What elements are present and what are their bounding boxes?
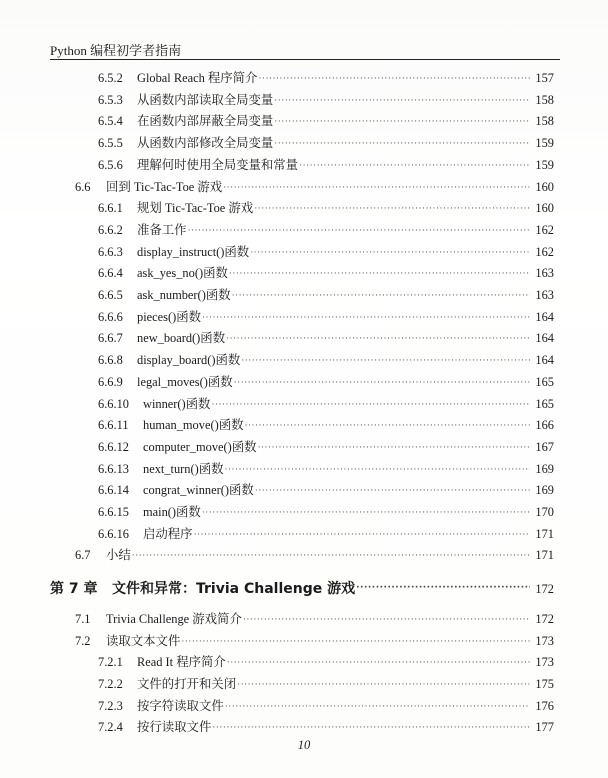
toc-entry-title: 规划 Tic-Tac-Toe 游戏 [137, 201, 254, 216]
dot-leader [227, 654, 530, 670]
toc-entry-number: 6.6.11 [98, 418, 129, 433]
toc-entry-page: 162 [535, 222, 554, 237]
toc-entry-title: 文件和异常：Trivia Challenge 游戏 [112, 581, 356, 598]
toc-entry-title: next_turn()函数 [143, 461, 224, 476]
toc-entry-page: 169 [535, 483, 554, 498]
toc-entry [98, 676, 554, 692]
toc-entry-number: 6.6.16 [98, 526, 129, 541]
toc-entry [98, 92, 554, 108]
toc-entry-title: ask_number()函数 [137, 288, 231, 302]
toc-entry [75, 633, 554, 649]
toc-entry [98, 287, 554, 303]
toc-entry [98, 396, 554, 412]
toc-entry-title: human_move()函数 [143, 418, 244, 433]
dot-leader [223, 179, 530, 195]
toc-entry-page: 158 [535, 92, 554, 107]
toc-entry-number: 7.2.1 [98, 655, 123, 670]
toc-entry-page: 175 [535, 676, 554, 691]
toc-entry-number: 6.6.9 [98, 374, 123, 389]
toc-entry-number: 6.6.10 [98, 396, 129, 411]
dot-leader [211, 396, 530, 412]
toc-entry-page: 163 [535, 266, 554, 281]
toc-entry-title: congrat_winner()函数 [143, 483, 254, 498]
toc-entry-page: 173 [535, 655, 554, 670]
toc-entry [98, 244, 554, 260]
toc-entry-title: 小结 [106, 548, 131, 563]
toc-entry [98, 526, 554, 542]
toc-entry-page: 160 [535, 179, 554, 194]
dot-leader [274, 92, 530, 108]
toc-entry-page: 172 [535, 611, 554, 626]
toc-entry-number: 6.5.3 [98, 92, 123, 107]
toc-entry [98, 113, 554, 129]
dot-leader [258, 439, 530, 455]
dot-leader [274, 135, 530, 151]
toc-entry-title: new_board()函数 [137, 331, 226, 346]
dot-leader [258, 70, 530, 86]
dot-leader [356, 578, 530, 598]
toc-entry-number: 6.6.13 [98, 461, 129, 476]
dot-leader [232, 287, 530, 303]
toc-entry-number: 6.6.8 [98, 353, 123, 368]
dot-leader [225, 698, 530, 714]
toc-entry-number: 7.2.4 [98, 720, 123, 735]
toc-entry [98, 698, 554, 714]
toc-entry-page: 171 [535, 548, 554, 563]
toc-entry [98, 222, 554, 238]
dot-leader [212, 719, 530, 735]
dot-leader [241, 352, 530, 368]
toc-entry-number: 第 7 章 [50, 581, 98, 598]
toc-entry-number: 6.5.5 [98, 136, 123, 151]
toc-entry-page: 165 [535, 396, 554, 411]
dot-leader [226, 330, 530, 346]
toc-entry-number: 6.5.2 [98, 71, 123, 85]
toc-entry [98, 200, 554, 216]
toc-entry-number: 6.5.6 [98, 157, 123, 172]
toc-entry [98, 352, 554, 368]
toc-entry-title: Trivia Challenge 游戏简介 [106, 611, 242, 626]
toc-entry-number: 6.6.5 [98, 288, 123, 302]
toc-entry-page: 157 [535, 71, 554, 85]
dot-leader [244, 417, 530, 433]
toc-entry-page: 167 [535, 439, 554, 454]
toc-entry-page: 164 [535, 353, 554, 368]
toc-entry-page: 163 [535, 288, 554, 302]
toc-entry-title: 从函数内部修改全局变量 [137, 136, 274, 151]
toc-entry-number: 6.6.12 [98, 439, 129, 454]
toc-entry-page: 171 [535, 526, 554, 541]
dot-leader [274, 113, 530, 129]
toc-entry-title: Read It 程序简介 [137, 655, 226, 670]
toc-entry-number: 6.6.4 [98, 266, 123, 281]
dot-leader [255, 482, 530, 498]
toc-entry [75, 547, 554, 563]
dot-leader [234, 374, 530, 390]
toc-entry [98, 719, 554, 735]
toc-entry-number: 7.2.3 [98, 698, 123, 713]
toc-entry-page: 172 [535, 582, 554, 597]
dot-leader [188, 222, 530, 238]
toc-entry-title: 回到 Tic-Tac-Toe 游戏 [106, 179, 223, 194]
toc-entry-title: 按字符读取文件 [137, 698, 224, 713]
toc-entry-title: computer_move()函数 [143, 439, 257, 454]
toc-entry-title: 从函数内部读取全局变量 [137, 92, 274, 107]
toc-entry [98, 157, 554, 173]
toc-entry [75, 179, 554, 195]
toc-entry-page: 165 [535, 374, 554, 389]
dot-leader [299, 157, 530, 173]
toc-entry [98, 417, 554, 433]
toc-entry-page: 160 [535, 201, 554, 216]
toc-entry-page: 159 [535, 136, 554, 151]
running-header: Python 编程初学者指南 [50, 43, 182, 58]
toc-entry [98, 330, 554, 346]
dot-leader [254, 200, 530, 216]
dot-leader [237, 676, 530, 692]
toc-entry-page: 158 [535, 114, 554, 129]
dot-leader [250, 244, 530, 260]
toc-entry-number: 6.6.6 [98, 309, 123, 324]
toc-entry [98, 374, 554, 390]
dot-leader [202, 504, 530, 520]
toc-entry-number: 6.5.4 [98, 114, 123, 129]
dot-leader [229, 265, 530, 281]
toc-entry-title: 按行读取文件 [137, 720, 212, 735]
toc-entry-number: 7.1 [75, 611, 91, 626]
toc-chapter-entry [50, 579, 554, 599]
toc-entry [98, 135, 554, 151]
header-rule [50, 59, 560, 60]
toc-entry-number: 6.6.3 [98, 244, 123, 259]
dot-leader [181, 633, 530, 649]
toc-entry-page: 162 [535, 244, 554, 259]
toc-entry-page: 176 [535, 698, 554, 713]
toc-entry-title: 在函数内部屏蔽全局变量 [137, 114, 274, 129]
dot-leader [225, 461, 530, 477]
toc-entry [98, 482, 554, 498]
toc-entry [98, 70, 554, 86]
toc-entry-page: 177 [535, 720, 554, 735]
toc-entry [75, 611, 554, 627]
toc-entry-page: 164 [535, 309, 554, 324]
toc-entry-title: 理解何时使用全局变量和常量 [137, 157, 299, 172]
toc-entry-title: display_instruct()函数 [137, 244, 250, 259]
toc-entry [98, 504, 554, 520]
toc-entry-title: 读取文本文件 [106, 633, 181, 648]
toc-entry-page: 169 [535, 461, 554, 476]
toc-entry-page: 166 [535, 418, 554, 433]
toc-entry-number: 6.6.14 [98, 483, 129, 498]
toc-entry-page: 173 [535, 633, 554, 648]
toc-entry-number: 6.6.15 [98, 505, 129, 519]
toc-entry [98, 265, 554, 281]
toc-entry-number: 6.6.2 [98, 222, 123, 237]
toc-entry-title: main()函数 [143, 505, 201, 519]
dot-leader [243, 611, 530, 627]
toc-entry-number: 6.6.1 [98, 201, 123, 216]
dot-leader [202, 309, 530, 325]
toc-entry-page: 159 [535, 157, 554, 172]
toc-entry-number: 7.2 [75, 633, 91, 648]
toc-entry-title: ask_yes_no()函数 [137, 266, 228, 281]
toc-entry-page: 170 [535, 505, 554, 519]
toc-entry [98, 309, 554, 325]
toc-entry-title: winner()函数 [143, 396, 211, 411]
dot-leader [194, 526, 530, 542]
toc-entry [98, 654, 554, 670]
toc-entry-title: pieces()函数 [137, 309, 201, 324]
toc-entry-title: 准备工作 [137, 222, 187, 237]
dot-leader [132, 547, 530, 563]
toc-entry-number: 6.6 [75, 179, 91, 194]
toc-entry-number: 6.7 [75, 548, 91, 563]
toc-entry [98, 439, 554, 455]
toc-entry-page: 164 [535, 331, 554, 346]
toc-entry [98, 461, 554, 477]
toc-entry-title: display_board()函数 [137, 353, 241, 368]
toc-entry-title: 启动程序 [143, 526, 193, 541]
toc-entry-title: Global Reach 程序简介 [137, 71, 258, 85]
toc-entry-title: 文件的打开和关闭 [137, 676, 237, 691]
toc-entry-title: legal_moves()函数 [137, 374, 233, 389]
page-number: 10 [297, 738, 311, 752]
toc-entry-number: 6.6.7 [98, 331, 123, 346]
toc-entry-number: 7.2.2 [98, 676, 123, 691]
